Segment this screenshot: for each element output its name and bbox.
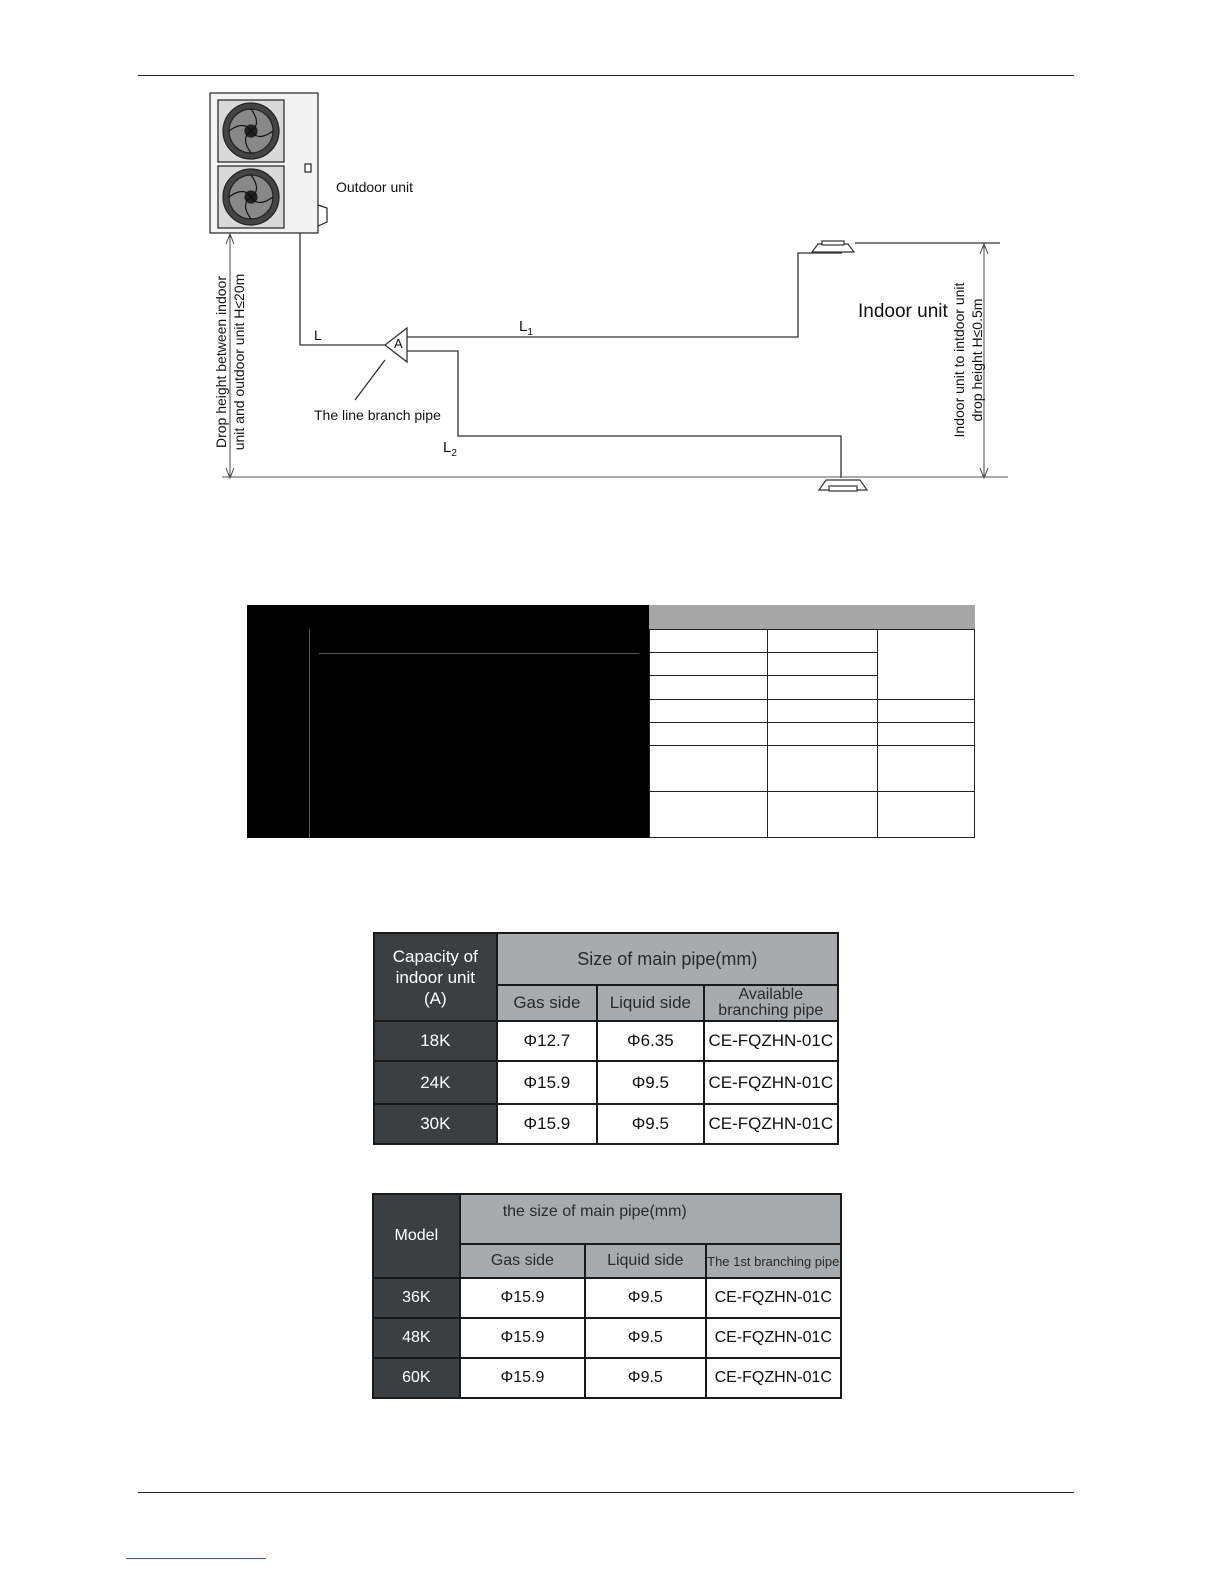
branch-cell: CE-FQZHN-01C [704, 1104, 838, 1144]
table-row [374, 1104, 838, 1144]
redacted-cell [649, 675, 768, 700]
pipe-lines [300, 233, 842, 478]
redacted-cell [877, 722, 975, 746]
col-branching-pipe: Available branching pipe [704, 985, 838, 1021]
branch-marker: A [394, 336, 403, 351]
model-cell: 36K [373, 1278, 460, 1318]
model-table [372, 1193, 842, 1399]
redacted-divider [319, 653, 639, 654]
liquid-cell: Φ9.5 [585, 1358, 705, 1398]
liquid-cell: Φ9.5 [597, 1061, 703, 1104]
redacted-cell [767, 699, 878, 723]
indoor-unit-bottom-icon [819, 480, 867, 491]
col-gas-side: Gas side [497, 985, 598, 1021]
redacted-divider [309, 629, 310, 838]
drop-height-outdoor-label: Drop height between indoor unit and outdoor unit H≤20m [213, 273, 247, 451]
table-row [373, 1358, 841, 1398]
pipe-l1-label: $L_1$ [519, 318, 533, 338]
redacted-cell [649, 629, 768, 653]
redacted-table [247, 605, 975, 838]
redacted-cell [767, 791, 878, 838]
col-liquid-side: Liquid side [597, 985, 703, 1021]
footer-link-underline [126, 1558, 266, 1559]
liquid-cell: Φ9.5 [597, 1104, 703, 1144]
gas-cell: Φ15.9 [460, 1318, 585, 1358]
redacted-header-grey [649, 605, 877, 629]
table-row [373, 1318, 841, 1358]
table-row [373, 1278, 841, 1318]
header-main-pipe: the size of main pipe(mm) [460, 1194, 841, 1244]
outdoor-unit-icon [210, 93, 327, 233]
gas-cell: Φ12.7 [497, 1021, 598, 1061]
redacted-cell [649, 699, 768, 723]
redacted-cell [767, 652, 878, 676]
drop-height-indoor-label: Indoor unit to intdoor unit drop height H≤0.5m [951, 282, 985, 438]
redacted-cell [767, 629, 878, 653]
branch-cell: CE-FQZHN-01C [706, 1318, 841, 1358]
redacted-cell [649, 745, 768, 792]
branch-cell: CE-FQZHN-01C [704, 1061, 838, 1104]
pipe-l2-label: $L_2$ [443, 439, 457, 459]
gas-cell: Φ15.9 [460, 1278, 585, 1318]
branch-pipe-label: The line branch pipe [314, 407, 441, 423]
indoor-capacity-table [373, 932, 839, 1145]
model-cell: 60K [373, 1358, 460, 1398]
branch-cell: CE-FQZHN-01C [706, 1278, 841, 1318]
col-gas-side: Gas side [460, 1244, 585, 1278]
liquid-cell: Φ6.35 [597, 1021, 703, 1061]
table-row [374, 1021, 838, 1061]
redacted-cell [767, 722, 878, 746]
header-model: Model [373, 1194, 460, 1278]
liquid-cell: Φ9.5 [585, 1278, 705, 1318]
capacity-cell: 30K [374, 1104, 497, 1144]
branch-cell: CE-FQZHN-01C [704, 1021, 838, 1061]
redacted-cell [649, 791, 768, 838]
redacted-cell [767, 675, 878, 700]
gas-cell: Φ15.9 [497, 1061, 598, 1104]
indoor-unit-top-icon [812, 241, 1000, 252]
model-cell: 48K [373, 1318, 460, 1358]
redacted-cell [877, 699, 975, 723]
col-branching-pipe: The 1st branching pipe [706, 1244, 841, 1278]
redacted-left-block [247, 629, 649, 838]
redacted-cell [877, 745, 975, 792]
piping-diagram [0, 0, 1224, 520]
redacted-cell [649, 722, 768, 746]
redacted-cell [649, 652, 768, 676]
branch-cell: CE-FQZHN-01C [706, 1358, 841, 1398]
liquid-cell: Φ9.5 [585, 1318, 705, 1358]
header-main-pipe: Size of main pipe(mm) [497, 933, 838, 985]
footer-rule [138, 1492, 1074, 1493]
redacted-cell [877, 629, 975, 700]
table-row [374, 1061, 838, 1104]
redacted-cell [877, 791, 975, 838]
outdoor-unit-label: Outdoor unit [336, 179, 414, 195]
gas-cell: Φ15.9 [497, 1104, 598, 1144]
capacity-cell: 24K [374, 1061, 497, 1104]
redacted-header-grey-2 [877, 605, 975, 629]
gas-cell: Φ15.9 [460, 1358, 585, 1398]
redacted-header-block [247, 605, 649, 629]
col-liquid-side: Liquid side [585, 1244, 705, 1278]
pipe-l-label: L [314, 327, 322, 343]
indoor-unit-label: Indoor unit [858, 301, 948, 322]
capacity-cell: 18K [374, 1021, 497, 1061]
header-capacity: Capacity of indoor unit (A) [374, 933, 497, 1021]
redacted-cell [767, 745, 878, 792]
